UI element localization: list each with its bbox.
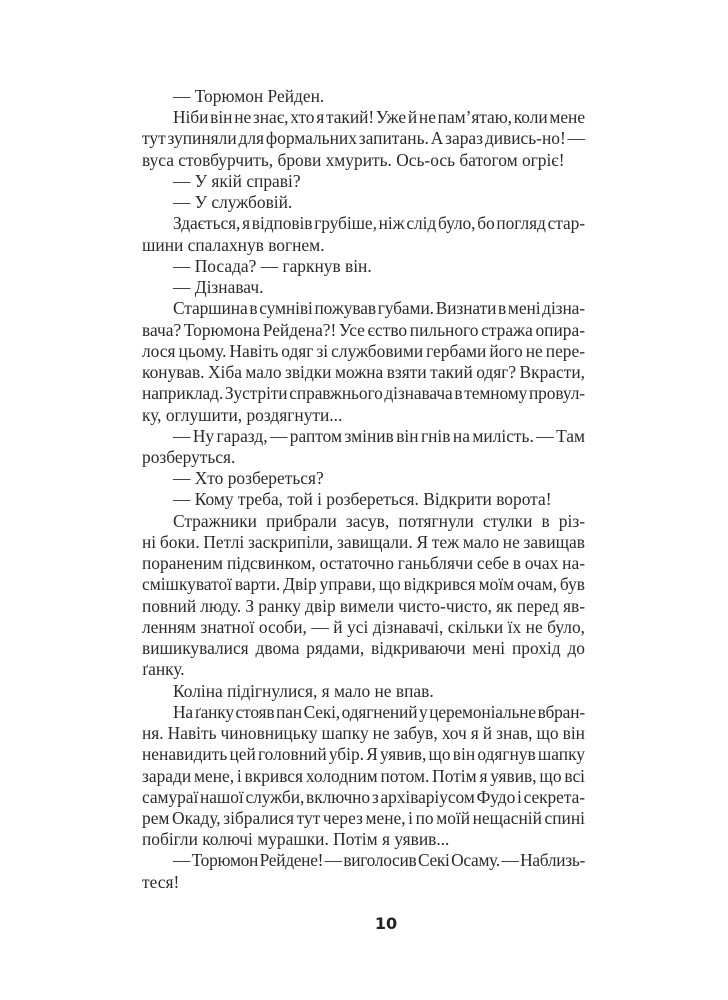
text-line-row <box>142 447 585 468</box>
text-line-row <box>142 320 585 341</box>
text-line: пораненим підсвинком, остаточно ганьблячи себе в очах на- <box>142 553 585 574</box>
text-line-row <box>142 829 585 850</box>
text-line-row <box>142 298 585 319</box>
text-line-row <box>142 638 585 659</box>
text-line: — Кому треба, той і розбереться. Відкрити ворота! <box>173 489 552 510</box>
text-line-row <box>142 532 585 553</box>
text-line-row <box>142 787 585 808</box>
text-line-row <box>142 489 585 510</box>
text-line: — Торюмон Рейден. <box>173 86 325 106</box>
text-line: наприклад. Зустріти справжнього дізнавача в темному провул- <box>142 383 585 404</box>
text-line-row <box>142 808 585 829</box>
text-line: Коліна підігнулися, я мало не впав. <box>173 680 434 701</box>
text-line: Стражники прибрали засув, потягнули стулки в різ- <box>173 510 585 531</box>
text-line: ні боки. Петлі заскрипіли, завищали. Я теж мало не завищав <box>142 531 585 552</box>
text-line: самураї нашої служби, включно з архіваріусом Фудо і секрета- <box>142 786 585 807</box>
text-line-row <box>142 617 585 638</box>
text-line-row <box>142 256 585 277</box>
text-line-row <box>142 723 585 744</box>
text-line-row <box>142 405 585 426</box>
text-line: вача? Торюмона Рейдена?! Усе єство пильного стража опира- <box>142 319 585 340</box>
text-line-row <box>142 362 585 383</box>
text-line: повний люду. З ранку двір вимели чисто-чисто, як перед яв- <box>142 595 585 616</box>
text-line: ку, оглушити, роздягнути... <box>142 404 343 425</box>
text-line-row <box>142 235 585 256</box>
text-line-row <box>142 511 585 532</box>
text-line-row <box>142 766 585 787</box>
text-line: шини спалахнув вогнем. <box>142 234 325 255</box>
text-line-row <box>142 192 585 213</box>
text-line-row <box>142 107 585 128</box>
text-line-row <box>142 86 585 107</box>
text-line: — Дізнавач. <box>173 277 264 298</box>
text-line: ґанку. <box>142 659 185 680</box>
text-line: Старшина в сумніві пожував губами. Визнати в мені дізна- <box>173 298 585 319</box>
text-line: рем Окаду, зібралися тут через мене, і по моїй нещасній спині <box>142 807 585 828</box>
text-line-row <box>142 553 585 574</box>
text-line-row <box>142 468 585 489</box>
text-line: Ніби він не знає, хто я такий! Уже й не пам’ятаю, коли мене <box>173 107 585 128</box>
text-line-row <box>142 681 585 702</box>
text-line-row <box>142 702 585 723</box>
text-line: вуса стовбурчить, брови хмурить. Ось-ось батогом огріє! <box>142 149 565 170</box>
page-number: 10 <box>374 914 398 933</box>
text-line-row <box>142 850 585 871</box>
text-line-row <box>142 426 585 447</box>
text-line-row <box>142 574 585 595</box>
text-line: — У якій справі? <box>173 170 301 191</box>
text-line: розберуться. <box>142 446 236 467</box>
text-line: — Посада? — гаркнув він. <box>173 255 372 276</box>
text-line: заради мене, і вкрився холодним потом. Потім я уявив, що всі <box>142 765 585 786</box>
text-line: лося цьому. Навіть одяг зі службовими гербами його не пере- <box>142 340 585 361</box>
text-line: вишикувалися двома рядами, відкриваючи мені прохід до <box>142 638 585 659</box>
text-line: теся! <box>142 871 180 892</box>
text-line-row <box>142 659 585 680</box>
text-line: тут зупиняли для формальних запитань. А зараз дивись-но! — <box>142 128 585 149</box>
text-line-row <box>142 383 585 404</box>
text-line-row <box>142 150 585 171</box>
text-line: — Хто розбереться? <box>173 468 324 489</box>
text-line-row <box>142 171 585 192</box>
text-line: ня. Навіть чиновницьку шапку не забув, хоч я й знав, що він <box>142 723 585 744</box>
body-text <box>142 86 585 893</box>
text-line-row <box>142 744 585 765</box>
text-line-row <box>142 596 585 617</box>
text-line-row <box>142 341 585 362</box>
text-line: Здається, я відповів грубіше, ніж слід було, бо погляд стар- <box>173 213 585 234</box>
text-line: смішкуватої варти. Двір управи, що відкрився моїм очам, був <box>142 574 585 595</box>
text-line: побігли колючі мурашки. Потім я уявив... <box>142 829 450 850</box>
text-line: — Ну гаразд, — раптом змінив він гнів на милість. — Там <box>173 425 585 446</box>
text-line: конував. Хіба мало звідки можна взяти такий одяг? Вкрасти, <box>142 362 585 383</box>
text-line: ленням знатної особи, — й усі дізнавачі, скільки їх не було, <box>142 616 585 637</box>
text-line: — У службовій. <box>173 192 293 213</box>
text-line: ненавидить цей головний убір. Я уявив, що він одягнув шапку <box>142 744 585 765</box>
text-line-row <box>142 872 585 893</box>
text-line: — Торюмон Рейдене! — виголосив Секі Осаму. — Наблизь- <box>173 850 585 871</box>
text-line-row <box>142 128 585 149</box>
text-line-row <box>142 213 585 234</box>
text-line: На ґанку стояв пан Секі, одягнений у церемоніальне вбран- <box>173 701 585 722</box>
text-line-row <box>142 277 585 298</box>
